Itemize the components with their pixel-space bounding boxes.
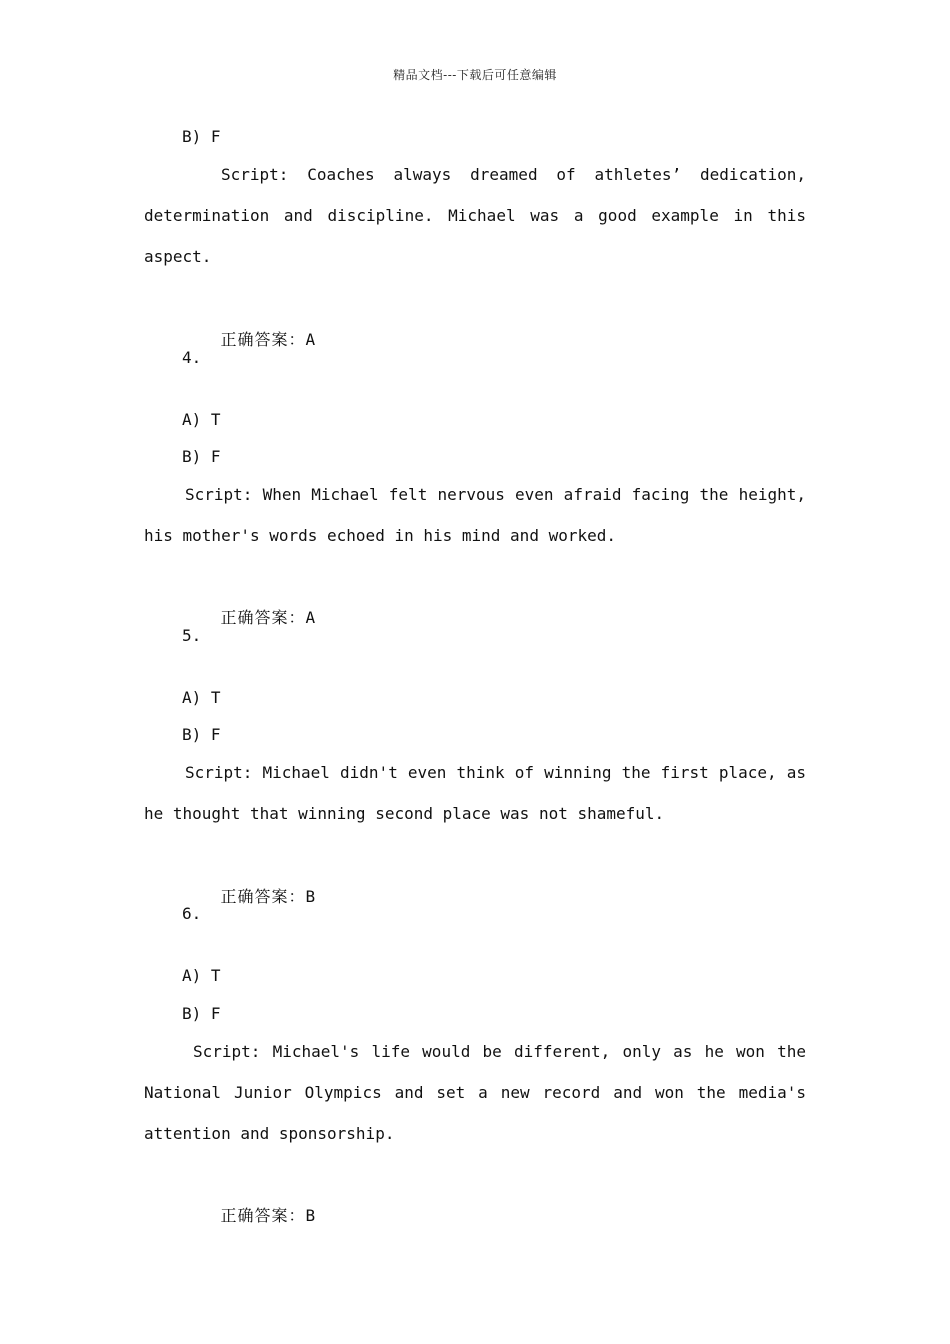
script-text: Script: Coaches always dreamed of athletes’ dedication, determination and discipline. Michael was a good example in this aspect. — [144, 165, 806, 266]
answer-label: 正确答案： — [220, 1206, 306, 1225]
option-b: B) F — [182, 127, 221, 146]
correct-answer — [182, 310, 315, 370]
option-b: B) F — [182, 725, 221, 744]
answer-value: B — [305, 887, 316, 906]
option-a: A) T — [182, 410, 221, 429]
answer-label: 正确答案： — [220, 887, 306, 906]
answer-label: 正确答案： — [220, 330, 306, 349]
answer-value: A — [305, 608, 316, 627]
option-b: B) F — [182, 1004, 221, 1023]
question-number: 5. — [182, 626, 202, 645]
option-b: B) F — [182, 447, 221, 466]
correct-answer — [182, 867, 315, 927]
question-number: 6. — [182, 904, 202, 923]
correct-answer — [182, 1186, 315, 1246]
correct-answer — [182, 588, 315, 648]
page-header: 精品文档---下载后可任意编辑 — [393, 68, 557, 82]
option-a: A) T — [182, 966, 221, 985]
answer-value: B — [305, 1206, 316, 1225]
option-a: A) T — [182, 688, 221, 707]
answer-value: A — [305, 330, 316, 349]
question-number: 4. — [182, 348, 202, 367]
script-text: Script: When Michael felt nervous even afraid facing the height, his mother's words echoed in his mind and worked. — [144, 485, 806, 545]
script-text: Script: Michael didn't even think of winning the first place, as he thought that winning second place was not shameful. — [144, 763, 806, 823]
answer-label: 正确答案： — [220, 608, 306, 627]
script-text: Script: Michael's life would be different, only as he won the National Junior Olympics and set a new record and won the media's attention and sponsorship. — [144, 1042, 806, 1143]
